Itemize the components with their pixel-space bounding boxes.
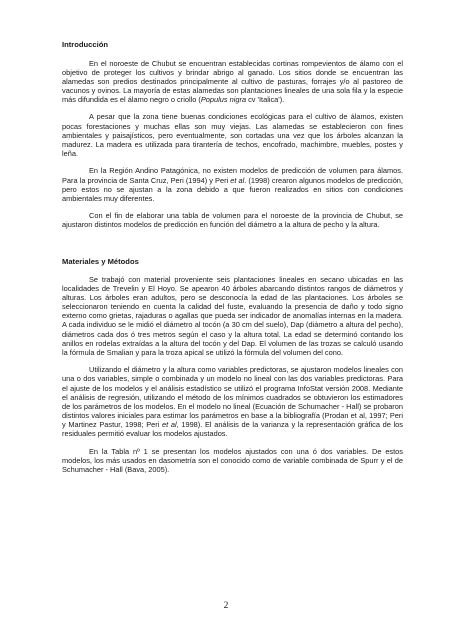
intro-p3-end: . (1998) crearon algunos modelos de predicción, pero estos no se ajustan a la zona debido a que fueron realizados en sitios con condiciones ambientales muy diferentes. [62, 175, 403, 203]
page-content [62, 40, 403, 474]
methods-paragraph-3: En la Tabla nº 1 se presentan los modelos ajustados con una ó dos variables. De estos modelos, los más usados en dasometría son el conocido como de variable combinada de Spurr y el de Schumacher - Hall (Bava, 2005). [62, 446, 403, 474]
intro-p1-text: En el noroeste de Chubut se encuentran establecidas cortinas rompevientos de álamo con el objetivo de proteger los cultivos y brindar abrigo al ganado. Los sitios donde se encuentran las alamedas son predios destinados principalmente al cultivo de pasturas, forrajes y/o al pastoreo de vacunos y ovinos. La mayoría de estas alamedas son plantaciones lineales de una sola fila y la especie más difundida es el álamo negro o criollo ( [62, 58, 403, 104]
species-name: Populus nigra [200, 94, 247, 104]
methods-p2-start: Utilizando el diámetro y la altura como variables predictoras, se ajustaron modelos lineales con una o dos variables, simple o combinada y un modelo no lineal con las dos variables predictoras. Para el ajuste de los modelos y el análisis estadístico se utilizó el programa InfoStat versión 2008. Mediante el análisis de regresión, utilizando el método de los mínimos cuadrados se obtuvieron los estimadores de los parámetros de los modelos. En el modelo no lineal (Ecuación de Schumacher - Hall) se probaron distintos valores iniciales para estimar los parámetros en base a la bibliografía (Prodan et al, 1997; Peri y Martinez Pastur, 1998; Peri [62, 365, 403, 429]
methods-paragraph-1: Se trabajó con material proveniente seis plantaciones lineales en secano ubicadas en las localidades de Trevelin y El Hoyo. Se apearon 40 árboles abarcando distintos rangos de diámetros y alturas. Los árboles eran adultos, pero se desconocía la edad de las plantaciones. Los árboles se seleccionaron teniendo en cuenta la calidad del fuste, evaluando la presencia de daño y todo signo externo como grietas, rajaduras o agallas que pueda ser indicador de anomalías internas en la madera. A cada individuo se le midió el diámetro al tocón (a 30 cm del suelo), Dap (diámetro a altura del pecho), diámetros cada dos ó tres metros según el caso y la altura total. La edad se determinó contando los anillos en rodelas extraídas a la altura del tocón y del Dap. El volumen de las trozas se calculó usando la fórmula de Smalian y para la troza apical se utilizó la fórmula del volumen del cono. [62, 275, 403, 357]
methods-p2-italic: et al [162, 419, 177, 429]
intro-paragraph-2: A pesar que la zona tiene buenas condiciones ecológicas para el cultivo de álamos, existen pocas forestaciones y muchas ellas son muy viejas. Las alamedas se establecieron con fines ambientales y paisajísticos, pero eventualmente, son cortadas una vez que los árboles alcanzan la madurez. La madera es utilizada para tirantería de techos, encofrado, machimbre, muebles, postes y leña. [62, 112, 403, 158]
intro-p1-end: cv 'Italica'). [246, 94, 285, 104]
intro-p3-start: En la Región Andino Patagónica, no existen modelos de predicción de volumen para álamos. Para la provincia de Santa Cruz, Peri (1994) y Peri [62, 166, 403, 185]
intro-paragraph-3 [62, 166, 403, 202]
intro-heading: Introducción [62, 40, 108, 49]
methods-heading: Materiales y Métodos [62, 256, 139, 266]
intro-p3-italic: et al [230, 175, 245, 185]
intro-paragraph-4: Con el fin de elaborar una tabla de volumen para el noroeste de la provincia de Chubut, se ajustaron distintos modelos de predicción en función del diámetro a la altura de pecho y la altura. [62, 211, 403, 230]
intro-paragraph-1 [62, 59, 403, 104]
methods-paragraph-2 [62, 365, 403, 438]
methods-p2-end: , 1998). El análisis de la varianza y la representación gráfica de los residuales permitió evaluar los modelos ajustados. [62, 419, 403, 438]
page-number: 2 [223, 601, 229, 611]
